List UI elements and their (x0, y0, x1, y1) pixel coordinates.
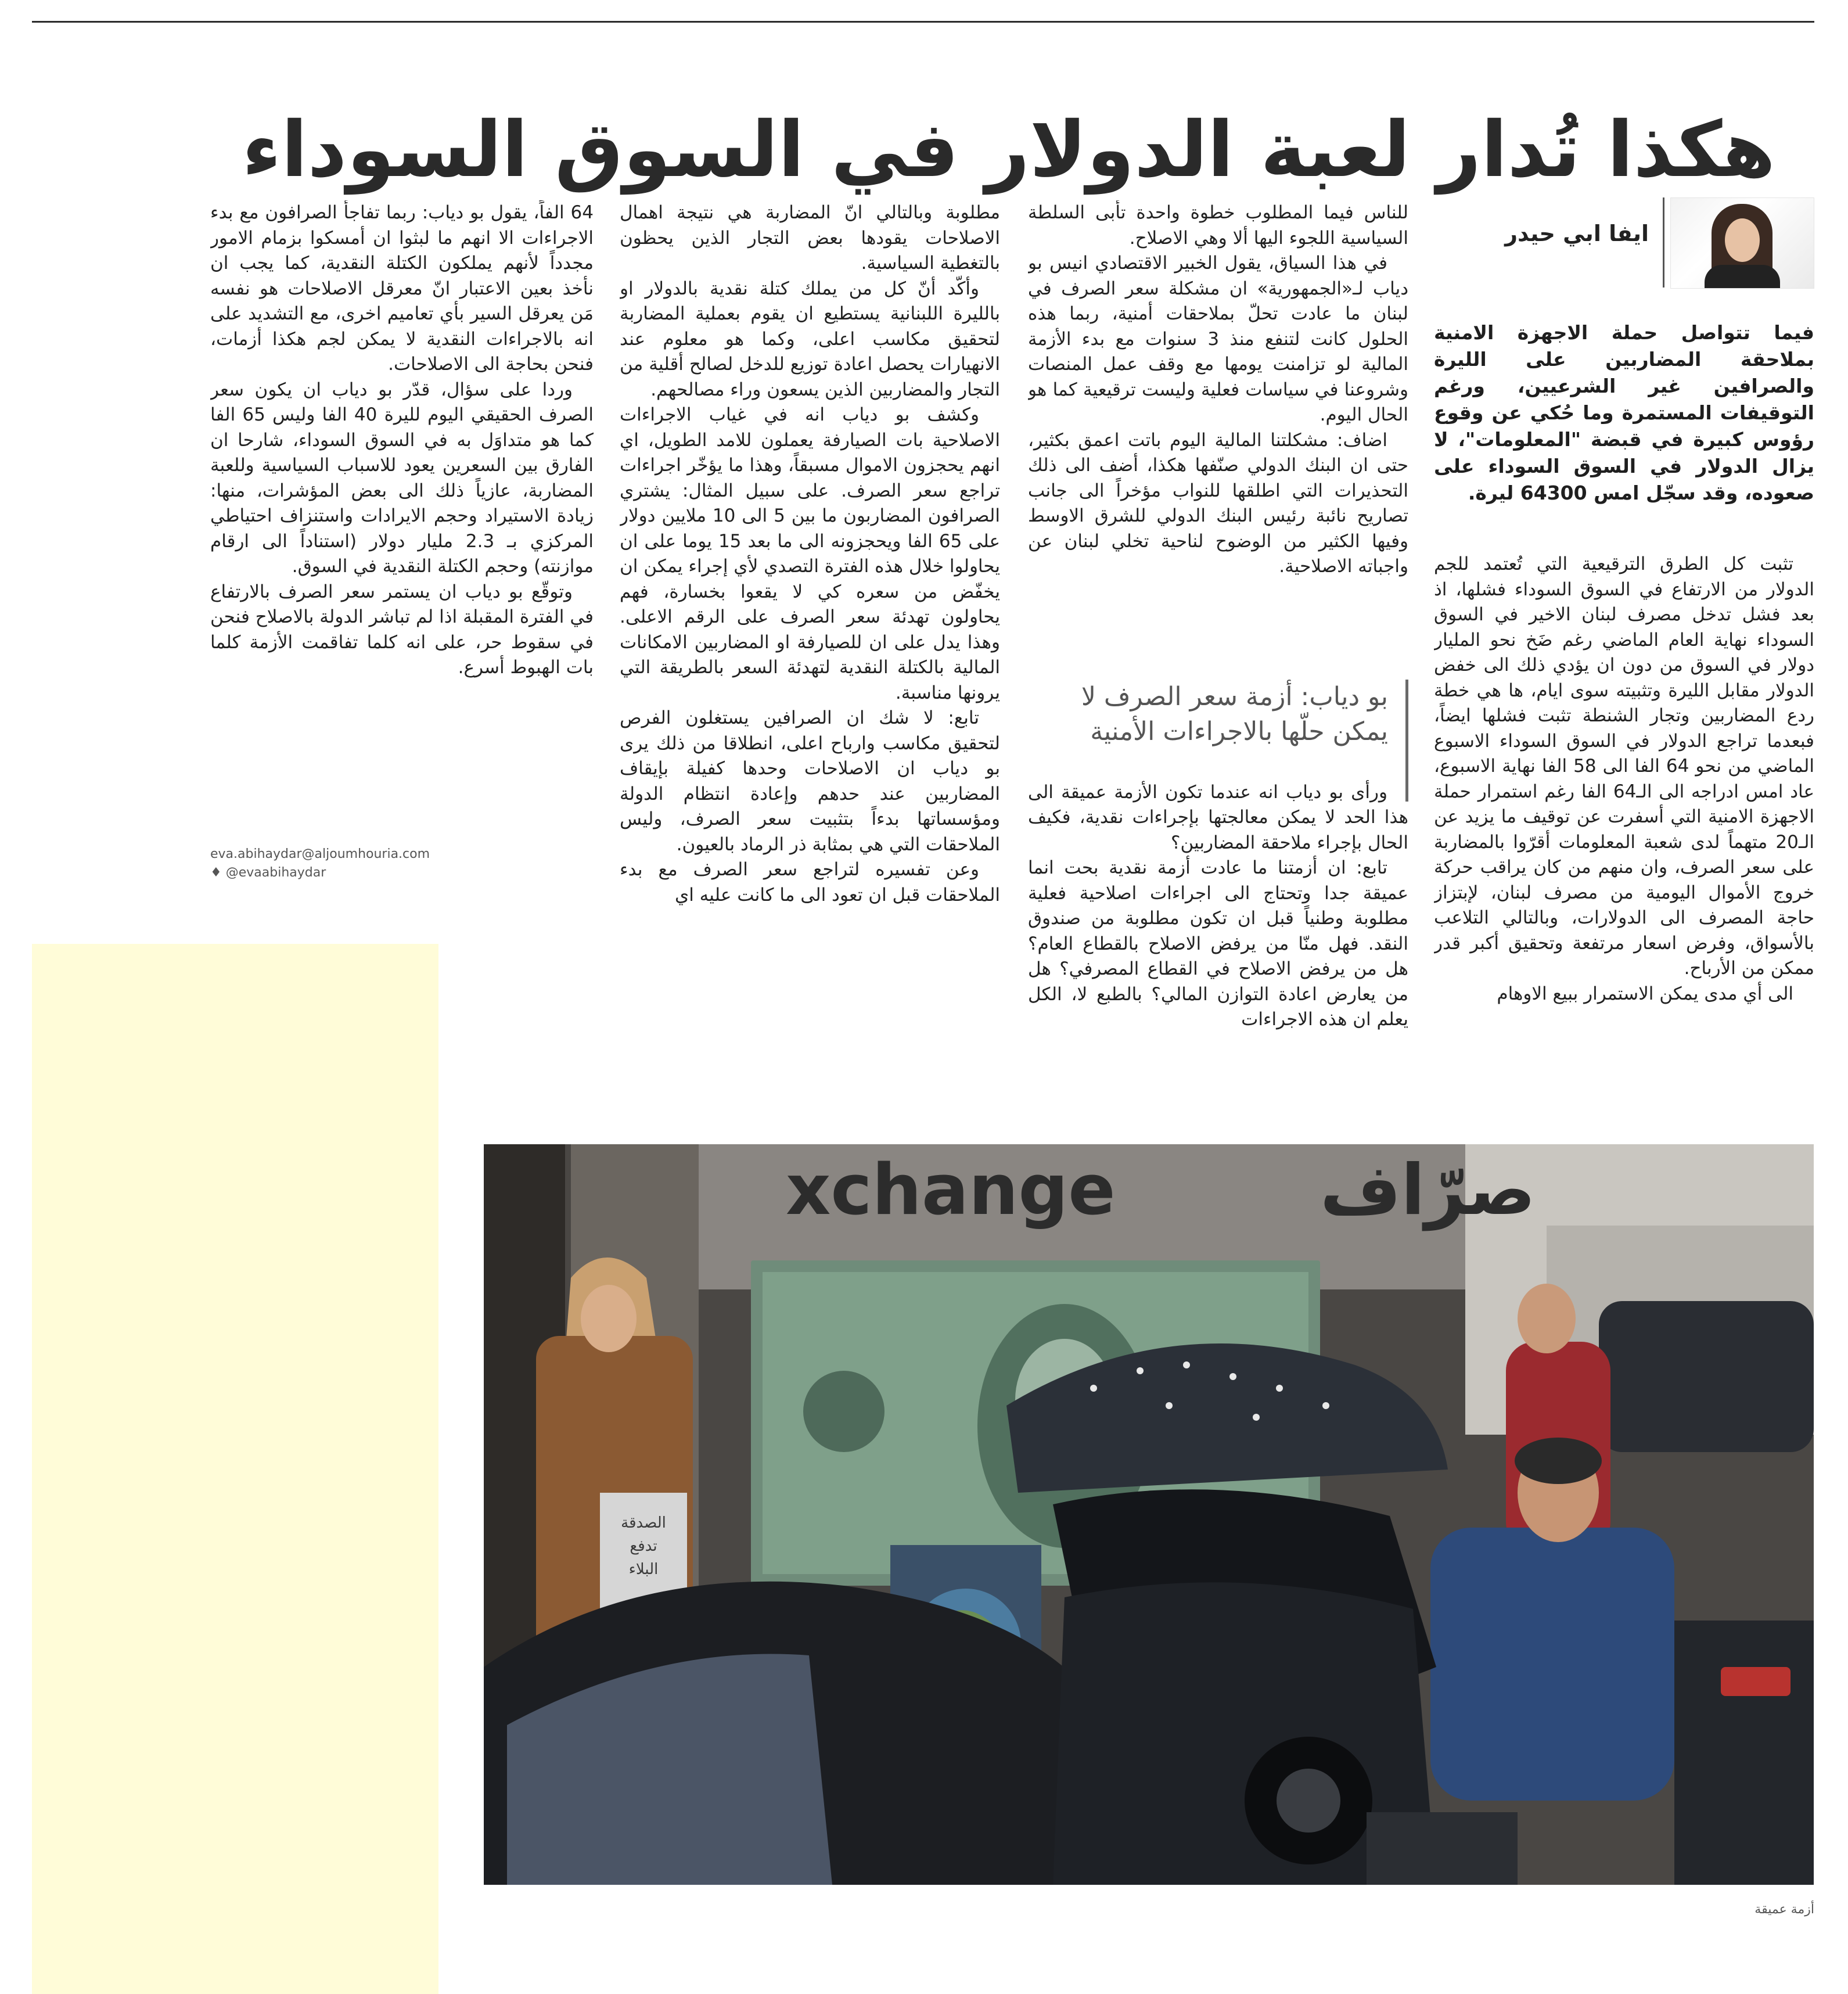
photo-caption: أزمة عميقة (1754, 1902, 1814, 1917)
paragraph: 64 الفاً، يقول بو دياب: ربما تفاجأ الصرافون مع بدء الاجراءات الا انهم ما لبثوا ان أمسكوا بزمام الامور مجدداً لأنهم يملكون الكتلة النقدية، كما يجب ان نأخذ بعين الاعتبار انّ معرقل الاصلاحات هو نفسه مَن يعرقل السير بأي تعاميم اخرى، مع التشديد على انه بالاجراءات النقدية لا يمكن لجم هكذا أزمات، فنحن بحاجة الى الاصلاحات. (210, 202, 594, 375)
pull-quote (1025, 680, 1408, 802)
paragraph: وأكّد أنّ كل من يملك كتلة نقدية بالدولار او بالليرة اللبنانية يستطيع ان يقوم بعملية المضاربة لتحقيق مكاسب اعلى، وكما هو معلوم عند الانهيارات يحصل اعادة توزيع للدخل لصالح أقلية من التجار والمضاربين الذين يسعون وراء مصالحهم. (620, 278, 1000, 400)
sign-latin: xchange (786, 1150, 1116, 1231)
paragraph: تثبت كل الطرق الترقيعية التي تُعتمد للجم الدولار من الارتفاع في السوق السوداء فشلها، اذ بعد فشل تدخل مصرف لبنان الاخير في السوق السوداء نهاية العام الماضي رغم ضَخ نحو المليار دولار في السوق من دون ان يؤدي ذلك الى خفض الدولار مقابل الليرة وتثبيته سوى ايام، ها هي خطة ردع المضاربين وتجار الشنطة تثبت فشلها ايضاً، فبعدما تراجع الدولار في السوق السوداء الاسبوع الماضي من نحو 64 الفا الى 58 الفا نهاية الاسبوع، عاد امس ادراجه الى الـ64 الفا رغم استمرار حملة الاجهزة الامنية التي أسفرت عن توقيف ما يزيد عن الـ20 متهماً لدى شعبة المعلومات أقرّوا بالمضاربة على سعر الصرف، وان منهم من كان يراقب حركة خروج الأموال اليومية من مصرف لبنان، لإبتزاز حاجة المصرف الى الدولارات، وبالتالي التلاعب بالأسواق، وفرض اسعار مرتفعة وتحقيق أكبر قدر ممكن من الأرباح. (1434, 554, 1814, 979)
box-line-2: تدفع (630, 1537, 657, 1555)
article-column-4 (210, 200, 594, 828)
pull-quote-text: بو دياب: أزمة سعر الصرف لا يمكن حلّها بالاجراءات الأمنية (1081, 682, 1388, 746)
author-twitter: ♦ @evaabihaydar (210, 865, 326, 880)
author-name: ايفا ابي حيدر (1505, 221, 1649, 246)
lede: فيما تتواصل حملة الاجهزة الامنية بملاحقة المضاربين على الليرة والصرافين غير الشرعيين، ورغم التوقيفات المستمرة وما حُكي عن وقوع رؤوس كبيرة في قبضة "المعلومات"، لا يزال الدولار في السوق السوداء على صعوده، وقد سجّل امس 64300 ليرة. (1434, 321, 1814, 504)
twitter-icon: ♦ (210, 865, 222, 880)
author-contact (210, 845, 594, 882)
paragraph: تابع: ان أزمتنا ما عادت أزمة نقدية بحت انما عميقة جدا وتحتاج الى اجراءات اصلاحية فعلية مطلوبة وطنياً قبل ان تكون مطلوبة من صندوق النقد. فهل منّا من يرفض الاصلاح بالقطاع العام؟ هل من يرفض الاصلاح في القطاع المصرفي؟ هل من يعارض اعادة التوازن المالي؟ بالطبع لا، الكل يعلم ان هذه الاجراءات (1028, 857, 1408, 1030)
paragraph: في هذا السياق، يقول الخبير الاقتصادي انيس بو دياب لـ«الجمهورية» ان مشكلة سعر الصرف في لبنان ما عادت تحلّ بملاحقات أمنية، ربما هذه الحلول كانت لتنفع منذ 3 سنوات مع بدء الأزمة المالية لو تزامنت يومها مع وقف عمل المنصات وشروعنا في سياسات فعلية وليست ترقيعية كما هو الحال اليوم. (1028, 253, 1408, 425)
paragraph: وتوقّع بو دياب ان يستمر سعر الصرف بالارتفاع في الفترة المقبلة اذا لم تباشر الدولة بالاصلاح فنحن في سقوط حر، على انه كلما تفاقمت الأزمة كلما بات الهبوط أسرع. (210, 581, 594, 678)
box-line-1: الصدقة (621, 1514, 666, 1532)
paragraph: تابع: لا شك ان الصرافين يستغلون الفرص لتحقيق مكاسب وارباح اعلى، انطلاقا من ذلك يرى بو دياب ان الاصلاحات وحدها كفيلة بإيقاف المضاربين عند حدهم وإعادة انتظام الدولة ومؤسساتها بدءاً بتثبيت سعر الصرف، وليس الملاحقات التي هي بمثابة ذر الرماد بالعيون. (620, 707, 1000, 855)
paragraph: مطلوبة وبالتالي انّ المضاربة هي نتيجة اهمال الاصلاحات يقودها بعض التجار الذين يحظون بالتغطية السياسية. (620, 202, 1000, 274)
paragraph: اضاف: مشكلتنا المالية اليوم باتت اعمق بكثير، حتى ان البنك الدولي صنّفها هكذا، أضف الى ذلك التحذيرات التي اطلقها للنواب مؤخراً الى جانب تصاريح نائبة رئيس البنك الدولي للشرق الاوسط وفيها الكثير من الوضوح لناحية تخلي لبنان عن واجباته الاصلاحية. (1028, 429, 1408, 577)
author-photo (1670, 197, 1814, 289)
paragraph: وعن تفسيره لتراجع سعر الصرف مع بدء الملاحقات قبل ان تعود الى ما كانت عليه اي (620, 859, 1000, 906)
paragraph: ورأى بو دياب انه عندما تكون الأزمة عميقة الى هذا الحد لا يمكن معالجتها بإجراءات نقدية، فكيف الحال بإجراء ملاحقة المضاربين؟ (1028, 781, 1408, 853)
box-line-3: البلاء (628, 1561, 659, 1578)
headline: هكذا تُدار لعبة الدولار في السوق السوداء (242, 105, 1775, 195)
sign-arabic: صرّاف (1320, 1150, 1536, 1231)
paragraph: للناس فيما المطلوب خطوة واحدة تأبى السلطة السياسية اللجوء اليها ألا وهي الاصلاح. (1028, 202, 1408, 249)
author-divider (1663, 197, 1664, 288)
paragraph: الى أي مدى يمكن الاستمرار ببيع الاوهام (1497, 983, 1793, 1004)
article-column-1 (1434, 552, 1814, 1138)
top-rule (32, 21, 1814, 23)
author-email: eva.abihaydar@aljoumhouria.com (210, 847, 430, 861)
paragraph: وردا على سؤال، قدّر بو دياب ان يكون سعر الصرف الحقيقي اليوم لليرة 40 الفا وليس 65 الفا كما هو متداوَل به في السوق السوداء، شارحا ان الفارق بين السعرين يعود للاسباب السياسية وللعبة المضاربة، عازياً ذلك الى بعض المؤشرات، منها: زيادة الاستيراد وحجم الايرادات واستنزاف احتياطي المركزي بـ 2.3 مليار دولار (استناداً الى ارقام موازنته) وحجم الكتلة النقدية في السوق. (210, 379, 594, 577)
paragraph: وكشف بو دياب انه في غياب الاجراءات الاصلاحية بات الصيارفة يعملون للامد الطويل، اي انهم يحجزون الاموال مسبقاً، وهذا ما يؤخّر اجراءات تراجع سعر الصرف. على سبيل المثال: يشتري الصرافون المضاربون ما بين 5 الى 10 ملايين دولار على 65 الفا ويحجزونه الى ما بعد 15 يوما على ان يحاولوا خلال هذه الفترة التصدي لأي إجراء يمكن ان يخفّض من سعره كي لا يقعوا بخسارة، فهم يحاولون تهدئة سعر الصرف على الرقم الاعلى. وهذا يدل على ان للصيارفة او المضاربين الامكانات المالية بالكتلة النقدية لتهدئة السعر بالطريقة التي يرونها مناسبة. (620, 404, 1000, 703)
ad-space (32, 944, 438, 1994)
article-photo (484, 1144, 1814, 1885)
article-column-2 (1028, 200, 1408, 1124)
author-box (1434, 197, 1814, 290)
article-column-3 (620, 200, 1000, 1124)
